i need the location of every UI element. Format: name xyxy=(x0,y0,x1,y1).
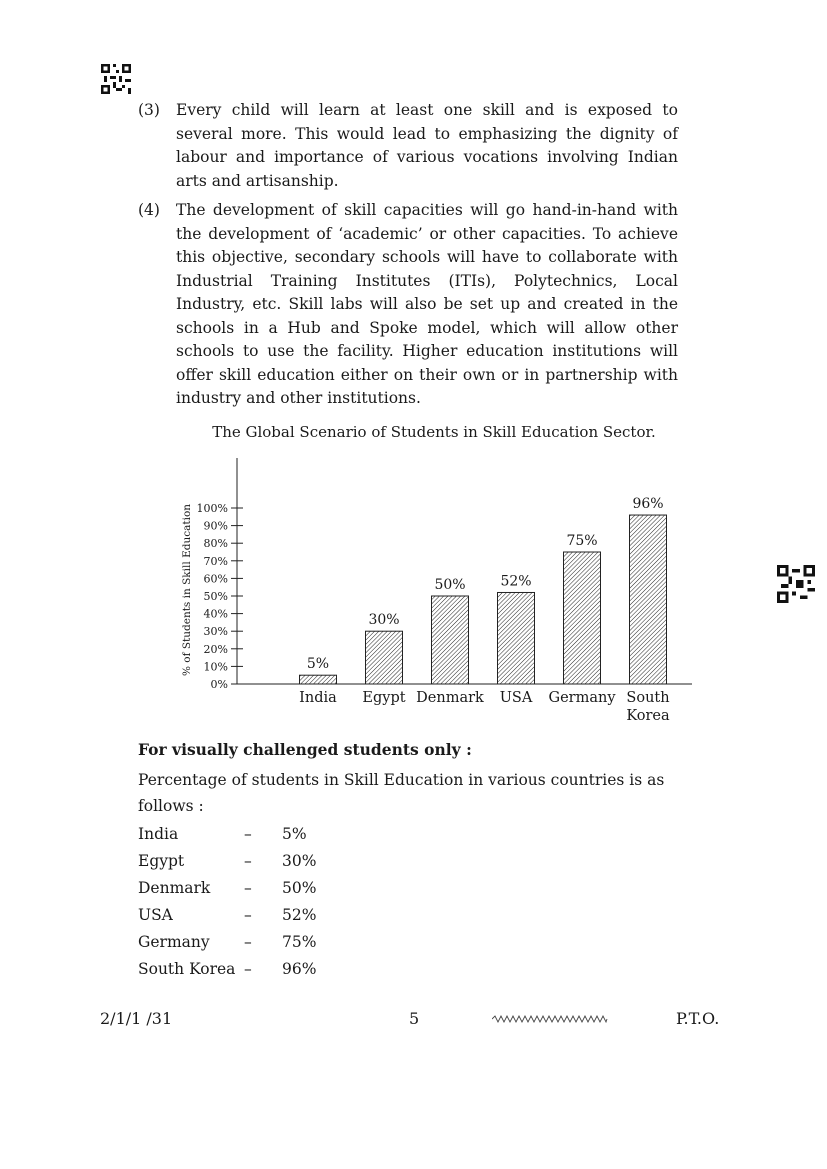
y-tick-label: 60% xyxy=(203,572,228,586)
bar xyxy=(498,592,535,684)
list-item-4 xyxy=(138,199,678,411)
percentage-value: 52% xyxy=(282,906,317,924)
x-category-label: USA xyxy=(499,690,533,706)
percentage-value: 5% xyxy=(282,825,307,843)
bar-value-label: 96% xyxy=(632,496,664,513)
country-name: Denmark xyxy=(138,879,211,897)
bar xyxy=(630,515,667,684)
dash-separator: – xyxy=(244,960,252,978)
y-axis-label: % of Students in Skill Education xyxy=(181,503,193,677)
vi-intro: Percentage of students in Skill Education in various countries is as follows : xyxy=(138,771,665,815)
percentage-value: 50% xyxy=(282,879,317,897)
y-tick-label: 100% xyxy=(196,502,228,515)
bar xyxy=(564,552,601,684)
item-number: (3) xyxy=(138,101,160,119)
y-tick-label: 20% xyxy=(203,642,228,656)
country-name: USA xyxy=(138,906,173,924)
x-category-label: India xyxy=(299,690,337,706)
bar xyxy=(300,675,337,684)
qr-code-right xyxy=(777,565,815,603)
paper-code: 2/1/1 /31 xyxy=(100,1009,173,1028)
item-number: (4) xyxy=(138,201,160,219)
country-name: South Korea xyxy=(138,960,236,978)
x-category-label: South xyxy=(626,690,670,706)
chart-title: The Global Scenario of Students in Skill Education Sector. xyxy=(212,423,656,441)
country-name: Germany xyxy=(138,933,210,951)
y-tick-label: 80% xyxy=(203,537,228,551)
y-tick-label: 70% xyxy=(203,554,228,568)
bar-value-label: 50% xyxy=(434,577,466,593)
y-tick-label: 90% xyxy=(203,519,228,533)
bar-value-label: 52% xyxy=(500,573,532,590)
y-tick-label: 30% xyxy=(203,625,228,639)
page-number: 5 xyxy=(409,1009,420,1028)
country-name: Egypt xyxy=(138,852,185,870)
bar xyxy=(432,596,469,684)
bar xyxy=(366,631,403,684)
x-category-label: Germany xyxy=(548,690,616,706)
bar-value-label: 75% xyxy=(566,533,598,549)
item-text: Every child will learn at least one skill and is exposed to several more. This would lead to emphasizing the dignity of labour and importance of various vocations involving Indian arts and artisanship. xyxy=(176,101,678,190)
y-tick-label: 40% xyxy=(203,607,228,621)
percentage-value: 96% xyxy=(282,960,317,978)
dash-separator: – xyxy=(244,906,252,924)
x-category-label: Denmark xyxy=(416,690,484,706)
y-tick-label: 0% xyxy=(210,678,228,691)
x-category-label: Egypt xyxy=(362,690,406,706)
y-tick-label: 50% xyxy=(203,590,228,603)
bar-value-label: 30% xyxy=(368,612,400,629)
dash-separator: – xyxy=(244,879,252,897)
percentage-value: 30% xyxy=(282,852,317,870)
dash-separator: – xyxy=(244,933,252,951)
vi-heading: For visually challenged students only : xyxy=(138,740,472,759)
percentage-value: 75% xyxy=(282,933,317,951)
country-name: India xyxy=(138,825,179,843)
dash-separator: – xyxy=(244,825,252,843)
bar-value-label: 5% xyxy=(306,656,330,673)
qr-code-top-left xyxy=(101,64,131,94)
x-category-label: Korea xyxy=(626,708,670,724)
pto-label: P.T.O. xyxy=(676,1009,720,1028)
list-item-3 xyxy=(138,99,678,193)
y-tick-label: 10% xyxy=(203,660,228,674)
item-text: The development of skill capacities will go hand-in-hand with the development of ‘academic’ or other capacities. To achieve this objective, secondary schools will have to collaborate with Industrial Training Institutes (ITIs), Polytechnics, Local Industry, etc. Skill labs will also be set up and created in the schools in a Hub and Spoke model, which will allow other schools to use the facility. Higher education institutions will offer skill education either on their own or in partnership with industry and other institutions. xyxy=(176,201,678,407)
decorative-squiggle xyxy=(492,1014,610,1024)
dash-separator: – xyxy=(244,852,252,870)
